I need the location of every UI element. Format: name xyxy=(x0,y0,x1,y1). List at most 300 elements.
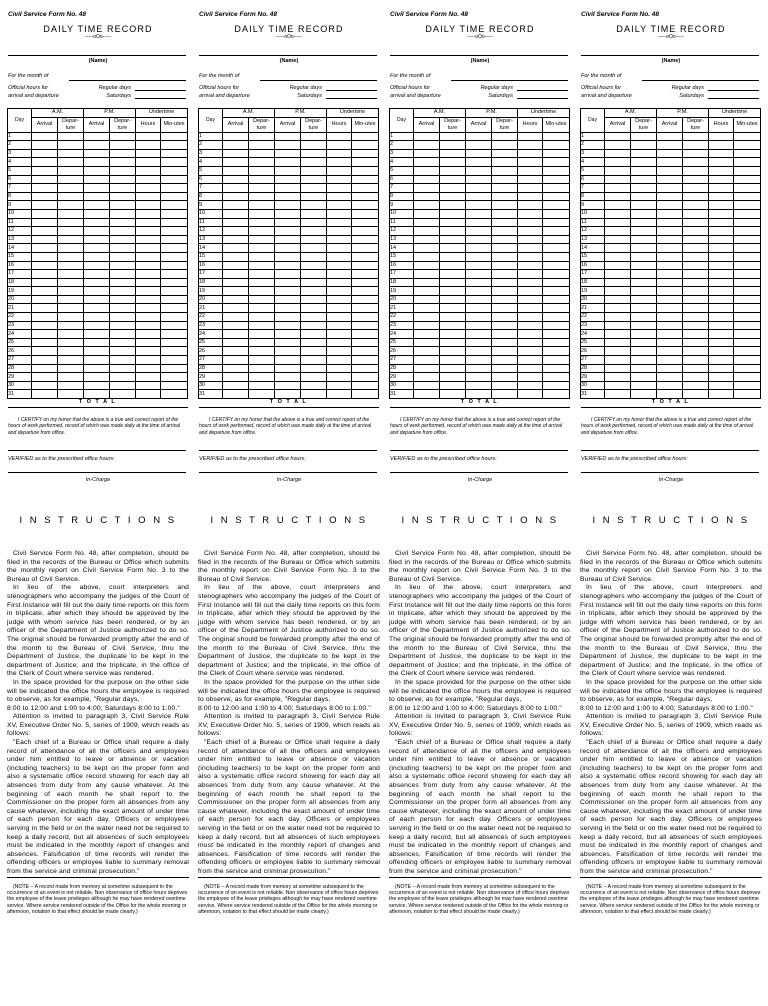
time-cell[interactable] xyxy=(683,141,709,150)
time-cell[interactable] xyxy=(32,261,58,270)
time-cell[interactable] xyxy=(543,373,570,382)
time-cell[interactable] xyxy=(223,149,249,158)
time-cell[interactable] xyxy=(84,321,110,330)
time-cell[interactable] xyxy=(657,295,683,304)
time-cell[interactable] xyxy=(110,321,136,330)
time-cell[interactable] xyxy=(32,356,58,365)
time-cell[interactable] xyxy=(136,347,161,356)
time-cell[interactable] xyxy=(223,338,249,347)
time-cell[interactable] xyxy=(709,201,734,210)
time-cell[interactable] xyxy=(84,373,110,382)
time-cell[interactable] xyxy=(275,381,301,390)
time-cell[interactable] xyxy=(327,218,352,227)
time-cell[interactable] xyxy=(518,381,543,390)
time-cell[interactable] xyxy=(161,261,188,270)
time-cell[interactable] xyxy=(466,390,492,399)
time-cell[interactable] xyxy=(518,313,543,322)
time-cell[interactable] xyxy=(631,321,657,330)
time-cell[interactable] xyxy=(631,261,657,270)
time-cell[interactable] xyxy=(683,356,709,365)
time-cell[interactable] xyxy=(352,381,379,390)
time-cell[interactable] xyxy=(32,252,58,261)
time-cell[interactable] xyxy=(161,227,188,236)
time-cell[interactable] xyxy=(605,313,631,322)
time-cell[interactable] xyxy=(110,313,136,322)
time-cell[interactable] xyxy=(466,141,492,150)
time-cell[interactable] xyxy=(275,356,301,365)
time-cell[interactable] xyxy=(275,192,301,201)
time-cell[interactable] xyxy=(110,381,136,390)
time-cell[interactable] xyxy=(440,347,466,356)
time-cell[interactable] xyxy=(492,252,518,261)
time-cell[interactable] xyxy=(492,321,518,330)
time-cell[interactable] xyxy=(327,166,352,175)
time-cell[interactable] xyxy=(518,132,543,141)
time-cell[interactable] xyxy=(683,261,709,270)
time-cell[interactable] xyxy=(734,252,761,261)
time-cell[interactable] xyxy=(32,347,58,356)
time-cell[interactable] xyxy=(492,390,518,399)
time-cell[interactable] xyxy=(110,184,136,193)
time-cell[interactable] xyxy=(275,184,301,193)
in-charge-signature-line[interactable] xyxy=(581,472,759,473)
time-cell[interactable] xyxy=(466,244,492,253)
time-cell[interactable] xyxy=(223,390,249,399)
time-cell[interactable] xyxy=(110,158,136,167)
time-cell[interactable] xyxy=(110,166,136,175)
time-cell[interactable] xyxy=(543,158,570,167)
time-cell[interactable] xyxy=(414,330,440,339)
time-cell[interactable] xyxy=(110,373,136,382)
time-cell[interactable] xyxy=(58,313,84,322)
time-cell[interactable] xyxy=(275,373,301,382)
time-cell[interactable] xyxy=(301,278,327,287)
time-cell[interactable] xyxy=(492,287,518,296)
time-cell[interactable] xyxy=(683,235,709,244)
time-cell[interactable] xyxy=(223,244,249,253)
regular-days-line[interactable] xyxy=(517,90,568,91)
time-cell[interactable] xyxy=(32,175,58,184)
time-cell[interactable] xyxy=(683,330,709,339)
time-cell[interactable] xyxy=(275,235,301,244)
time-cell[interactable] xyxy=(352,347,379,356)
time-cell[interactable] xyxy=(161,218,188,227)
time-cell[interactable] xyxy=(352,201,379,210)
time-cell[interactable] xyxy=(657,356,683,365)
time-cell[interactable] xyxy=(440,158,466,167)
time-cell[interactable] xyxy=(492,175,518,184)
time-cell[interactable] xyxy=(275,166,301,175)
time-cell[interactable] xyxy=(605,252,631,261)
time-cell[interactable] xyxy=(440,295,466,304)
time-cell[interactable] xyxy=(136,373,161,382)
time-cell[interactable] xyxy=(58,270,84,279)
time-cell[interactable] xyxy=(543,287,570,296)
time-cell[interactable] xyxy=(734,373,761,382)
time-cell[interactable] xyxy=(58,356,84,365)
time-cell[interactable] xyxy=(492,270,518,279)
time-cell[interactable] xyxy=(683,227,709,236)
time-cell[interactable] xyxy=(58,390,84,399)
time-cell[interactable] xyxy=(631,192,657,201)
time-cell[interactable] xyxy=(32,235,58,244)
time-cell[interactable] xyxy=(58,132,84,141)
time-cell[interactable] xyxy=(352,330,379,339)
time-cell[interactable] xyxy=(709,373,734,382)
time-cell[interactable] xyxy=(734,175,761,184)
time-cell[interactable] xyxy=(32,338,58,347)
time-cell[interactable] xyxy=(440,287,466,296)
time-cell[interactable] xyxy=(327,252,352,261)
time-cell[interactable] xyxy=(249,270,275,279)
name-line[interactable] xyxy=(390,55,568,56)
time-cell[interactable] xyxy=(605,184,631,193)
time-cell[interactable] xyxy=(58,252,84,261)
time-cell[interactable] xyxy=(683,338,709,347)
time-cell[interactable] xyxy=(275,218,301,227)
time-cell[interactable] xyxy=(32,158,58,167)
time-cell[interactable] xyxy=(161,321,188,330)
time-cell[interactable] xyxy=(249,278,275,287)
time-cell[interactable] xyxy=(492,364,518,373)
time-cell[interactable] xyxy=(683,381,709,390)
time-cell[interactable] xyxy=(734,158,761,167)
time-cell[interactable] xyxy=(352,175,379,184)
time-cell[interactable] xyxy=(543,218,570,227)
time-cell[interactable] xyxy=(492,184,518,193)
time-cell[interactable] xyxy=(414,287,440,296)
time-cell[interactable] xyxy=(466,149,492,158)
time-cell[interactable] xyxy=(161,347,188,356)
time-cell[interactable] xyxy=(631,166,657,175)
time-cell[interactable] xyxy=(110,261,136,270)
time-cell[interactable] xyxy=(657,132,683,141)
time-cell[interactable] xyxy=(301,364,327,373)
time-cell[interactable] xyxy=(58,261,84,270)
time-cell[interactable] xyxy=(223,364,249,373)
time-cell[interactable] xyxy=(518,278,543,287)
time-cell[interactable] xyxy=(352,373,379,382)
time-cell[interactable] xyxy=(709,270,734,279)
time-cell[interactable] xyxy=(249,390,275,399)
time-cell[interactable] xyxy=(543,149,570,158)
time-cell[interactable] xyxy=(466,381,492,390)
time-cell[interactable] xyxy=(657,261,683,270)
time-cell[interactable] xyxy=(657,166,683,175)
time-cell[interactable] xyxy=(709,209,734,218)
time-cell[interactable] xyxy=(440,252,466,261)
time-cell[interactable] xyxy=(275,321,301,330)
time-cell[interactable] xyxy=(683,184,709,193)
time-cell[interactable] xyxy=(84,218,110,227)
time-cell[interactable] xyxy=(543,235,570,244)
time-cell[interactable] xyxy=(709,261,734,270)
time-cell[interactable] xyxy=(518,338,543,347)
time-cell[interactable] xyxy=(58,158,84,167)
time-cell[interactable] xyxy=(136,261,161,270)
time-cell[interactable] xyxy=(518,261,543,270)
time-cell[interactable] xyxy=(605,278,631,287)
time-cell[interactable] xyxy=(543,209,570,218)
time-cell[interactable] xyxy=(414,356,440,365)
time-cell[interactable] xyxy=(709,227,734,236)
time-cell[interactable] xyxy=(301,175,327,184)
time-cell[interactable] xyxy=(84,270,110,279)
time-cell[interactable] xyxy=(301,252,327,261)
time-cell[interactable] xyxy=(657,209,683,218)
time-cell[interactable] xyxy=(440,149,466,158)
time-cell[interactable] xyxy=(440,356,466,365)
signature-line[interactable] xyxy=(8,450,186,451)
time-cell[interactable] xyxy=(605,295,631,304)
time-cell[interactable] xyxy=(32,218,58,227)
time-cell[interactable] xyxy=(110,338,136,347)
time-cell[interactable] xyxy=(734,270,761,279)
time-cell[interactable] xyxy=(223,287,249,296)
time-cell[interactable] xyxy=(249,218,275,227)
time-cell[interactable] xyxy=(631,287,657,296)
time-cell[interactable] xyxy=(352,218,379,227)
time-cell[interactable] xyxy=(249,295,275,304)
time-cell[interactable] xyxy=(110,287,136,296)
time-cell[interactable] xyxy=(327,184,352,193)
time-cell[interactable] xyxy=(275,141,301,150)
time-cell[interactable] xyxy=(657,184,683,193)
time-cell[interactable] xyxy=(275,338,301,347)
saturdays-line[interactable] xyxy=(517,98,568,99)
time-cell[interactable] xyxy=(492,330,518,339)
time-cell[interactable] xyxy=(631,381,657,390)
time-cell[interactable] xyxy=(84,252,110,261)
time-cell[interactable] xyxy=(249,313,275,322)
time-cell[interactable] xyxy=(327,261,352,270)
time-cell[interactable] xyxy=(683,201,709,210)
time-cell[interactable] xyxy=(223,347,249,356)
time-cell[interactable] xyxy=(683,373,709,382)
time-cell[interactable] xyxy=(440,321,466,330)
time-cell[interactable] xyxy=(249,381,275,390)
time-cell[interactable] xyxy=(683,218,709,227)
time-cell[interactable] xyxy=(161,184,188,193)
time-cell[interactable] xyxy=(249,373,275,382)
time-cell[interactable] xyxy=(136,338,161,347)
time-cell[interactable] xyxy=(301,227,327,236)
time-cell[interactable] xyxy=(709,321,734,330)
time-cell[interactable] xyxy=(518,175,543,184)
time-cell[interactable] xyxy=(58,330,84,339)
in-charge-signature-line[interactable] xyxy=(8,472,186,473)
time-cell[interactable] xyxy=(84,184,110,193)
time-cell[interactable] xyxy=(492,209,518,218)
time-cell[interactable] xyxy=(709,192,734,201)
time-cell[interactable] xyxy=(84,356,110,365)
time-cell[interactable] xyxy=(352,364,379,373)
time-cell[interactable] xyxy=(275,244,301,253)
time-cell[interactable] xyxy=(110,192,136,201)
time-cell[interactable] xyxy=(440,132,466,141)
time-cell[interactable] xyxy=(518,390,543,399)
time-cell[interactable] xyxy=(110,347,136,356)
time-cell[interactable] xyxy=(223,304,249,313)
time-cell[interactable] xyxy=(352,252,379,261)
time-cell[interactable] xyxy=(301,373,327,382)
time-cell[interactable] xyxy=(605,330,631,339)
time-cell[interactable] xyxy=(275,287,301,296)
time-cell[interactable] xyxy=(492,218,518,227)
time-cell[interactable] xyxy=(327,295,352,304)
time-cell[interactable] xyxy=(709,278,734,287)
time-cell[interactable] xyxy=(110,252,136,261)
time-cell[interactable] xyxy=(352,356,379,365)
time-cell[interactable] xyxy=(466,261,492,270)
time-cell[interactable] xyxy=(605,166,631,175)
time-cell[interactable] xyxy=(110,364,136,373)
time-cell[interactable] xyxy=(301,287,327,296)
time-cell[interactable] xyxy=(275,278,301,287)
time-cell[interactable] xyxy=(543,166,570,175)
time-cell[interactable] xyxy=(492,347,518,356)
time-cell[interactable] xyxy=(249,261,275,270)
time-cell[interactable] xyxy=(301,321,327,330)
time-cell[interactable] xyxy=(136,244,161,253)
time-cell[interactable] xyxy=(223,235,249,244)
time-cell[interactable] xyxy=(58,287,84,296)
time-cell[interactable] xyxy=(32,209,58,218)
time-cell[interactable] xyxy=(605,261,631,270)
time-cell[interactable] xyxy=(543,321,570,330)
time-cell[interactable] xyxy=(605,141,631,150)
time-cell[interactable] xyxy=(440,261,466,270)
time-cell[interactable] xyxy=(249,364,275,373)
time-cell[interactable] xyxy=(58,184,84,193)
time-cell[interactable] xyxy=(301,166,327,175)
time-cell[interactable] xyxy=(734,149,761,158)
time-cell[interactable] xyxy=(301,201,327,210)
time-cell[interactable] xyxy=(327,338,352,347)
time-cell[interactable] xyxy=(440,209,466,218)
time-cell[interactable] xyxy=(657,321,683,330)
time-cell[interactable] xyxy=(605,201,631,210)
time-cell[interactable] xyxy=(440,192,466,201)
time-cell[interactable] xyxy=(683,149,709,158)
time-cell[interactable] xyxy=(301,390,327,399)
time-cell[interactable] xyxy=(543,295,570,304)
time-cell[interactable] xyxy=(734,356,761,365)
time-cell[interactable] xyxy=(136,330,161,339)
time-cell[interactable] xyxy=(275,227,301,236)
time-cell[interactable] xyxy=(683,390,709,399)
time-cell[interactable] xyxy=(352,390,379,399)
time-cell[interactable] xyxy=(84,192,110,201)
time-cell[interactable] xyxy=(631,184,657,193)
time-cell[interactable] xyxy=(414,295,440,304)
time-cell[interactable] xyxy=(327,270,352,279)
time-cell[interactable] xyxy=(58,192,84,201)
time-cell[interactable] xyxy=(414,261,440,270)
time-cell[interactable] xyxy=(657,287,683,296)
time-cell[interactable] xyxy=(518,295,543,304)
regular-days-line[interactable] xyxy=(326,90,377,91)
time-cell[interactable] xyxy=(631,356,657,365)
time-cell[interactable] xyxy=(734,227,761,236)
time-cell[interactable] xyxy=(223,356,249,365)
time-cell[interactable] xyxy=(161,192,188,201)
signature-line[interactable] xyxy=(581,450,759,451)
time-cell[interactable] xyxy=(327,356,352,365)
time-cell[interactable] xyxy=(275,330,301,339)
for-month-line[interactable] xyxy=(451,80,568,81)
time-cell[interactable] xyxy=(136,227,161,236)
time-cell[interactable] xyxy=(58,295,84,304)
time-cell[interactable] xyxy=(518,244,543,253)
time-cell[interactable] xyxy=(301,235,327,244)
time-cell[interactable] xyxy=(275,304,301,313)
time-cell[interactable] xyxy=(58,227,84,236)
time-cell[interactable] xyxy=(631,304,657,313)
time-cell[interactable] xyxy=(223,192,249,201)
time-cell[interactable] xyxy=(709,149,734,158)
time-cell[interactable] xyxy=(327,175,352,184)
time-cell[interactable] xyxy=(32,373,58,382)
time-cell[interactable] xyxy=(161,381,188,390)
time-cell[interactable] xyxy=(32,270,58,279)
time-cell[interactable] xyxy=(223,278,249,287)
time-cell[interactable] xyxy=(327,158,352,167)
time-cell[interactable] xyxy=(249,244,275,253)
time-cell[interactable] xyxy=(161,252,188,261)
time-cell[interactable] xyxy=(161,201,188,210)
time-cell[interactable] xyxy=(84,158,110,167)
time-cell[interactable] xyxy=(249,235,275,244)
time-cell[interactable] xyxy=(275,313,301,322)
time-cell[interactable] xyxy=(58,149,84,158)
time-cell[interactable] xyxy=(492,381,518,390)
time-cell[interactable] xyxy=(84,390,110,399)
time-cell[interactable] xyxy=(657,227,683,236)
time-cell[interactable] xyxy=(440,244,466,253)
time-cell[interactable] xyxy=(414,321,440,330)
time-cell[interactable] xyxy=(631,132,657,141)
time-cell[interactable] xyxy=(466,166,492,175)
time-cell[interactable] xyxy=(301,356,327,365)
time-cell[interactable] xyxy=(518,252,543,261)
time-cell[interactable] xyxy=(414,347,440,356)
time-cell[interactable] xyxy=(84,244,110,253)
time-cell[interactable] xyxy=(84,338,110,347)
time-cell[interactable] xyxy=(84,381,110,390)
time-cell[interactable] xyxy=(32,132,58,141)
time-cell[interactable] xyxy=(352,321,379,330)
time-cell[interactable] xyxy=(161,166,188,175)
time-cell[interactable] xyxy=(301,338,327,347)
signature-line[interactable] xyxy=(390,450,568,451)
time-cell[interactable] xyxy=(414,209,440,218)
time-cell[interactable] xyxy=(58,218,84,227)
time-cell[interactable] xyxy=(440,373,466,382)
time-cell[interactable] xyxy=(734,330,761,339)
time-cell[interactable] xyxy=(84,209,110,218)
time-cell[interactable] xyxy=(275,209,301,218)
time-cell[interactable] xyxy=(631,175,657,184)
time-cell[interactable] xyxy=(161,270,188,279)
time-cell[interactable] xyxy=(84,330,110,339)
time-cell[interactable] xyxy=(136,304,161,313)
time-cell[interactable] xyxy=(84,166,110,175)
time-cell[interactable] xyxy=(110,149,136,158)
time-cell[interactable] xyxy=(352,261,379,270)
time-cell[interactable] xyxy=(275,175,301,184)
time-cell[interactable] xyxy=(223,373,249,382)
